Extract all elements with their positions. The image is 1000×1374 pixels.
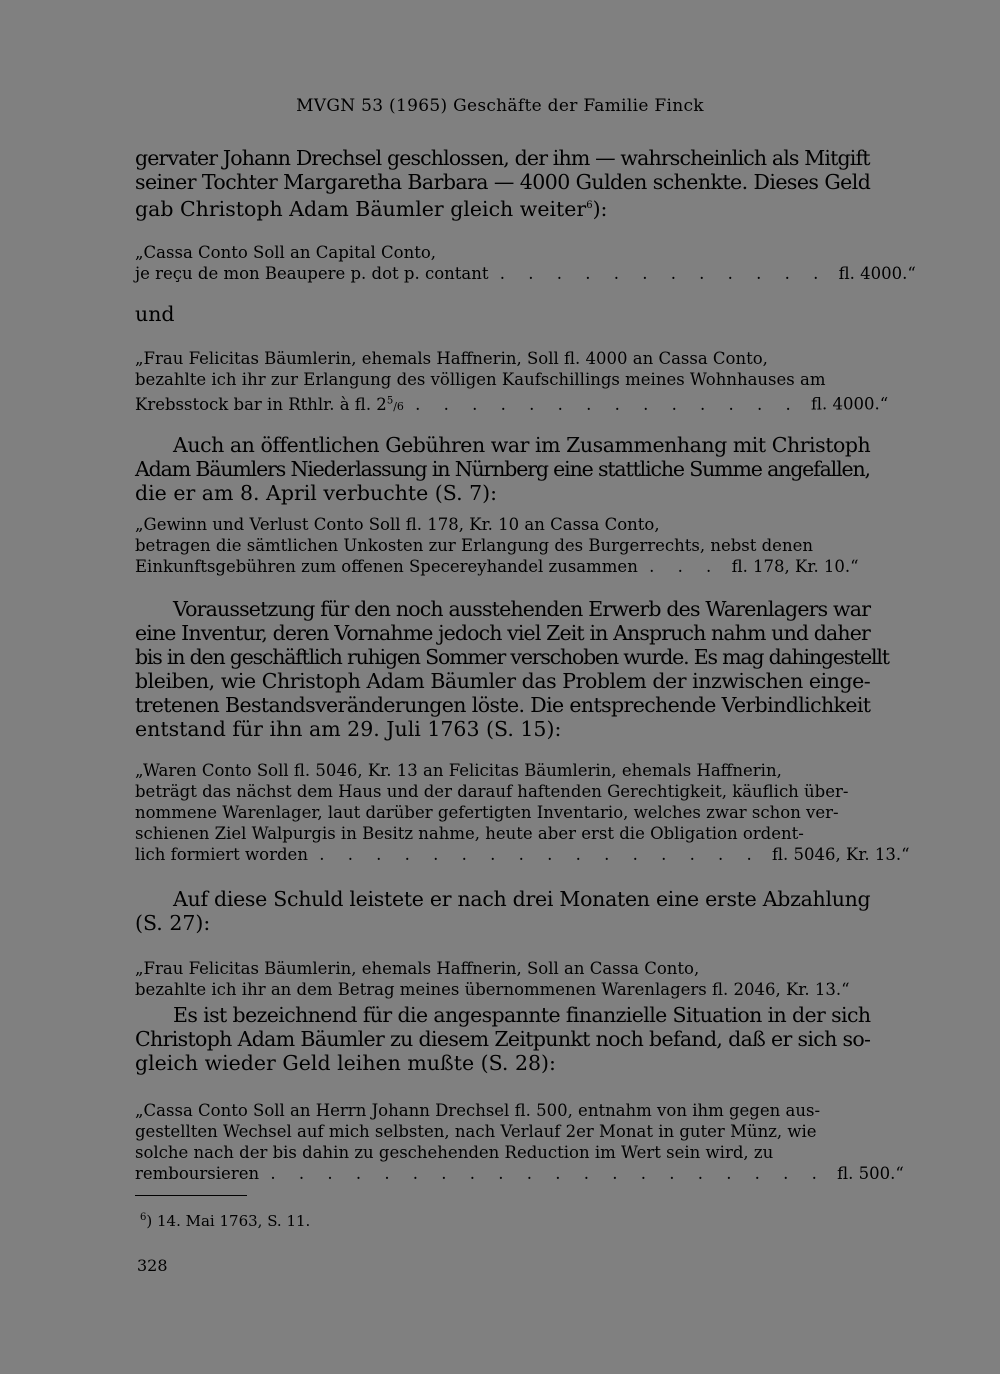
- quote-line: gestellten Wechsel auf mich selbsten, nach Verlauf 2er Monat in guter Münz, wie: [135, 1122, 817, 1141]
- text-line: entstand für ihn am 29. Juli 1763 (S. 15):: [135, 717, 562, 741]
- quote-line: schienen Ziel Walpurgis in Besitz nahme, heute aber erst die Obligation ordent-: [135, 824, 804, 843]
- quote-line: „Cassa Conto Soll an Herrn Johann Drechsel fl. 500, entnahm von ihm gegen aus-: [135, 1101, 821, 1120]
- text-line: bleiben, wie Christoph Adam Bäumler das Problem der inzwischen einge-: [135, 669, 871, 693]
- quote-line: „Gewinn und Verlust Conto Soll fl. 178, Kr. 10 an Cassa Conto,: [135, 515, 660, 534]
- text-line: tretenen Bestandsveränderungen löste. Die entsprechende Verbindlichkeit: [135, 693, 871, 717]
- text-line: Voraussetzung für den noch ausstehenden Erwerb des Warenlagers war: [173, 597, 871, 621]
- footnote-divider: [135, 1195, 247, 1196]
- quote-line: nommene Warenlager, laut darüber gefertigten Inventario, welches zwar schon ver-: [135, 803, 839, 822]
- text-line: seiner Tochter Margaretha Barbara — 4000 Gulden schenkte. Dieses Geld: [135, 170, 871, 194]
- quote-line: „Frau Felicitas Bäumlerin, ehemals Haffnerin, Soll an Cassa Conto,: [135, 959, 700, 978]
- footnote-ref: 6: [586, 200, 593, 211]
- quote-line: betragen die sämtlichen Unkosten zur Erlangung des Burgerrechts, nebst denen: [135, 536, 813, 555]
- quote-6: [135, 1100, 904, 1184]
- paragraph-4: [135, 887, 870, 935]
- quote-line: lich formiert worden . . . . . . . . . . . . . . . . fl. 5046, Kr. 13.“: [135, 845, 910, 864]
- quote-line: „Frau Felicitas Bäumlerin, ehemals Haffnerin, Soll fl. 4000 an Cassa Conto,: [135, 349, 768, 368]
- paragraph-1: [135, 146, 870, 221]
- quote-5: [135, 958, 870, 1000]
- text-line: die er am 8. April verbuchte (S. 7):: [135, 481, 498, 505]
- quote-line: bezahlte ich ihr an dem Betrag meines übernommenen Warenlagers fl. 2046, Kr. 13.“: [135, 980, 850, 999]
- quote-line: je reçu de mon Beaupere p. dot p. contant . . . . . . . . . . . . fl. 4000.“: [135, 264, 916, 283]
- quote-line: „Waren Conto Soll fl. 5046, Kr. 13 an Felicitas Bäumlerin, ehemals Haffnerin,: [135, 761, 782, 780]
- quote-line: „Cassa Conto Soll an Capital Conto,: [135, 243, 437, 262]
- text-line: (S. 27):: [135, 911, 211, 935]
- quote-line: beträgt das nächst dem Haus und der darauf haftenden Gerechtigkeit, käuflich über-: [135, 782, 849, 801]
- text-line: gervater Johann Drechsel geschlossen, der ihm — wahrscheinlich als Mitgift: [135, 146, 870, 170]
- text-line: gleich wieder Geld leihen mußte (S. 28):: [135, 1051, 556, 1075]
- page-number: 328: [137, 1256, 168, 1275]
- text-line: Auch an öffentlichen Gebühren war im Zusammenhang mit Christoph: [173, 433, 871, 457]
- quote-line: Krebsstock bar in Rthlr. à fl. $2^5/6$ . . . . . . . . . . . . . . fl. 4000.“: [135, 394, 889, 414]
- quote-line: solche nach der bis dahin zu geschehenden Reduction im Wert sein wird, zu: [135, 1143, 774, 1162]
- text-line: Christoph Adam Bäumler zu diesem Zeitpunkt noch befand, daß er sich so-: [135, 1027, 871, 1051]
- quote-line: remboursieren . . . . . . . . . . . . . . . . . . . . fl. 500.“: [135, 1164, 904, 1183]
- text-line: Auf diese Schuld leistete er nach drei Monaten eine erste Abzahlung: [173, 887, 871, 911]
- quote-line: Einkunftsgebühren zum offenen Specereyhandel zusammen . . . fl. 178, Kr. 10.“: [135, 557, 859, 576]
- text-line: Es ist bezeichnend für die angespannte finanzielle Situation in der sich: [173, 1003, 871, 1027]
- quote-1: [135, 242, 916, 284]
- text-line: gab Christoph Adam Bäumler gleich weiter$^6$):: [135, 196, 608, 221]
- text-line: bis in den geschäftlich ruhigen Sommer verschoben wurde. Es mag dahingestellt: [135, 645, 889, 669]
- text-line: eine Inventur, deren Vornahme jedoch viel Zeit in Anspruch nahm und daher: [135, 621, 870, 645]
- footnote-mark: 6: [140, 1212, 147, 1223]
- footnote: $^6$) 14. Mai 1763, S. 11.: [140, 1212, 311, 1230]
- paragraph-5: [135, 1003, 870, 1075]
- running-header: MVGN 53 (1965) Geschäfte der Familie Finck: [296, 96, 704, 116]
- quote-3: [135, 514, 870, 577]
- paragraph-3: [135, 597, 889, 741]
- connector-und: und: [135, 302, 175, 326]
- text-line: Adam Bäumlers Niederlassung in Nürnberg eine stattliche Summe angefallen,: [135, 457, 870, 481]
- paragraph-2: [135, 433, 870, 505]
- quote-2: [135, 348, 889, 417]
- quote-line: bezahlte ich ihr zur Erlangung des völligen Kaufschillings meines Wohnhauses am: [135, 370, 826, 389]
- quote-4: [135, 760, 910, 865]
